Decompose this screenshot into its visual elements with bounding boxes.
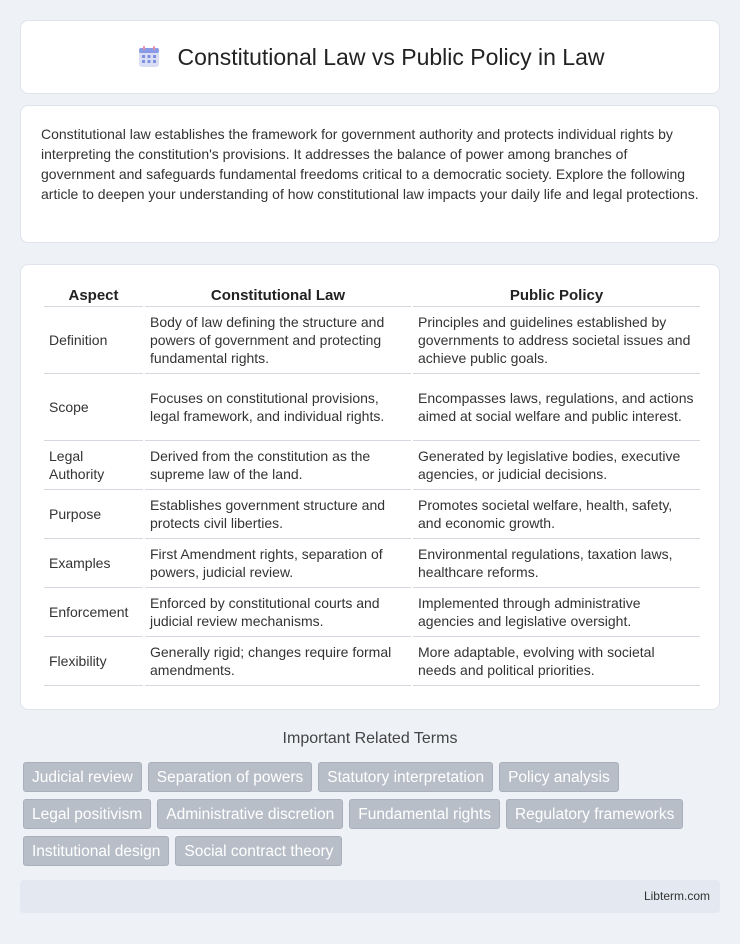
- tag-judicial-review[interactable]: Judicial review: [23, 762, 142, 792]
- tag-social-contract-theory[interactable]: Social contract theory: [175, 836, 342, 866]
- header-public-policy: Public Policy: [413, 285, 700, 307]
- row-aspect: Examples: [44, 539, 143, 588]
- footer-source[interactable]: Libterm.com: [643, 889, 710, 903]
- intro-text: Constitutional law establishes the framework for government authority and protects individual rights by interpreting the constitution's provisions. It addresses the balance of power among branches of government and safeguards fundamental freedoms critical to a democratic society. Explore the following article to deepen your understanding of how constitutional law impacts your daily life and legal protections.: [41, 126, 699, 202]
- table-row: [44, 539, 700, 588]
- table-row: [44, 441, 700, 490]
- comparison-table: [42, 285, 702, 686]
- title-card: [20, 20, 720, 94]
- footer: [20, 880, 720, 913]
- row-public-policy: Environmental regulations, taxation laws, healthcare reforms.: [413, 539, 700, 588]
- row-aspect: Enforcement: [44, 588, 143, 637]
- tag-legal-positivism[interactable]: Legal positivism: [23, 799, 151, 829]
- row-aspect: Legal Authority: [44, 441, 143, 490]
- table-row: [44, 374, 700, 441]
- row-public-policy: Principles and guidelines established by governments to address societal issues and achieve public goals.: [413, 307, 700, 374]
- calendar-grid-icon: [136, 44, 162, 70]
- row-constitutional-law: First Amendment rights, separation of powers, judicial review.: [145, 539, 411, 588]
- row-public-policy: Promotes societal welfare, health, safety, and economic growth.: [413, 490, 700, 539]
- page-title: Constitutional Law vs Public Policy in Law: [177, 43, 605, 70]
- row-constitutional-law: Focuses on constitutional provisions, legal framework, and individual rights.: [145, 374, 411, 441]
- row-public-policy: Generated by legislative bodies, executive agencies, or judicial decisions.: [413, 441, 700, 490]
- tag-institutional-design[interactable]: Institutional design: [23, 836, 169, 866]
- tag-statutory-interpretation[interactable]: Statutory interpretation: [318, 762, 493, 792]
- tag-administrative-discretion[interactable]: Administrative discretion: [157, 799, 343, 829]
- row-aspect: Purpose: [44, 490, 143, 539]
- row-aspect: Definition: [44, 307, 143, 374]
- row-constitutional-law: Enforced by constitutional courts and judicial review mechanisms.: [145, 588, 411, 637]
- row-aspect: Scope: [44, 374, 143, 441]
- row-constitutional-law: Establishes government structure and protects civil liberties.: [145, 490, 411, 539]
- header-constitutional-law: Constitutional Law: [145, 285, 411, 307]
- comparison-card: [20, 264, 720, 710]
- tag-regulatory-frameworks[interactable]: Regulatory frameworks: [506, 799, 683, 829]
- table-row: [44, 637, 700, 686]
- row-constitutional-law: Generally rigid; changes require formal amendments.: [145, 637, 411, 686]
- tag-policy-analysis[interactable]: Policy analysis: [499, 762, 619, 792]
- table-row: [44, 588, 700, 637]
- row-public-policy: More adaptable, evolving with societal needs and political priorities.: [413, 637, 700, 686]
- table-row: [44, 307, 700, 374]
- table-row: [44, 490, 700, 539]
- related-terms-list: [23, 762, 723, 866]
- row-aspect: Flexibility: [44, 637, 143, 686]
- row-public-policy: Implemented through administrative agencies and legislative oversight.: [413, 588, 700, 637]
- tag-separation-of-powers[interactable]: Separation of powers: [148, 762, 312, 792]
- intro-card: [20, 105, 720, 243]
- row-constitutional-law: Derived from the constitution as the supreme law of the land.: [145, 441, 411, 490]
- table-header-row: [44, 285, 700, 307]
- tag-fundamental-rights[interactable]: Fundamental rights: [349, 799, 500, 829]
- related-terms-title: Important Related Terms: [282, 730, 458, 747]
- header-aspect: Aspect: [44, 285, 143, 307]
- row-public-policy: Encompasses laws, regulations, and actions aimed at social welfare and public interest.: [413, 374, 700, 441]
- row-constitutional-law: Body of law defining the structure and powers of government and protecting fundamental rights.: [145, 307, 411, 374]
